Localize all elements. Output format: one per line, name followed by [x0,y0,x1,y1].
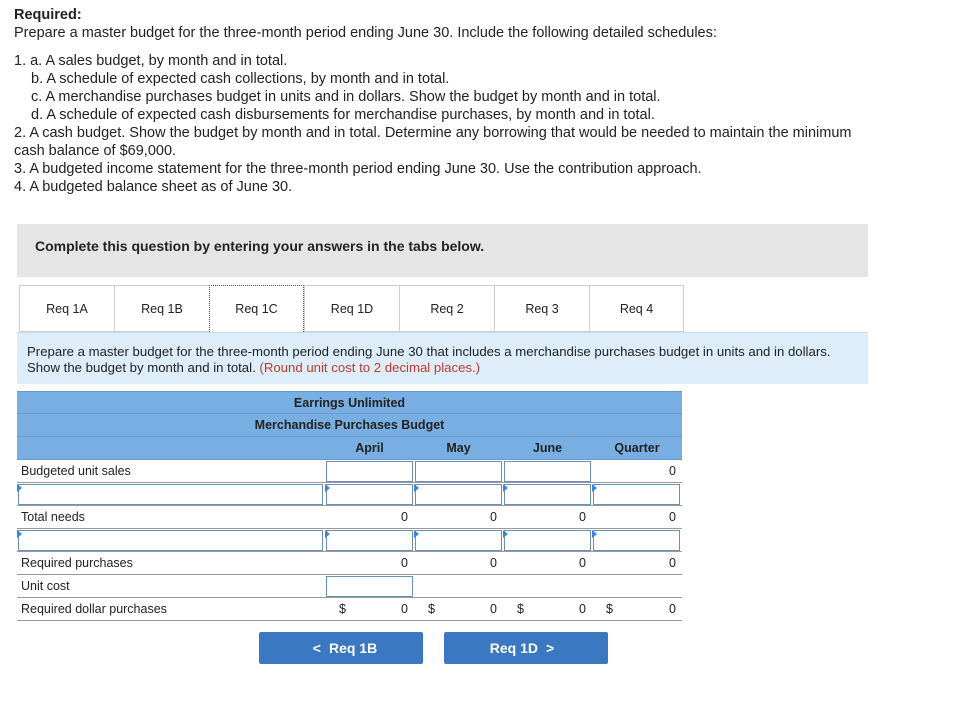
table-row [17,483,682,506]
quarter-value: 0 [669,556,676,570]
table-row [17,575,682,598]
required-item: cash balance of $69,000. [14,143,177,159]
dropdown-marker-icon [325,484,330,492]
table-row [17,506,682,529]
may-input[interactable] [415,530,502,551]
col-april: April [355,441,384,455]
required-item: 2. A cash budget. Show the budget by month and in total. Determine any borrowing that would be needed to maintain the minimum [14,125,852,141]
currency-symbol: $ [606,602,613,616]
dropdown-marker-icon [17,530,22,538]
instructions-banner [17,224,868,277]
tab-req-1b[interactable]: Req 1B [114,285,209,332]
chevron-right-icon: > [546,640,555,656]
tab-req-3[interactable]: Req 3 [494,285,589,332]
currency-symbol: $ [428,602,435,616]
june-input[interactable] [504,530,591,551]
dropdown-marker-icon [503,484,508,492]
april-value: 0 [401,510,408,524]
tab-bar [19,285,684,332]
instruction-text: Prepare a master budget for the three-month period ending June 30 that includes a merchandise purchases budget in units and in dollars. Show the budget by month and in total. [27,344,831,375]
table-header-row [17,437,682,460]
june-value: 0 [579,510,586,524]
required-item: 4. A budgeted balance sheet as of June 30. [14,179,293,195]
purchases-budget-table [17,391,682,621]
instruction-note: (Round unit cost to 2 decimal places.) [259,360,481,375]
june-unit-sales-input[interactable] [504,461,591,482]
next-button[interactable] [444,632,608,664]
table-company: Earrings Unlimited [17,391,682,414]
tab-req-1c[interactable]: Req 1C [209,285,304,332]
col-june: June [532,441,563,455]
april-unit-sales-input[interactable] [326,461,413,482]
dropdown-marker-icon [503,530,508,538]
col-may: May [446,441,471,455]
table-row [17,460,682,483]
prev-button[interactable] [259,632,423,664]
dropdown-marker-icon [17,484,22,492]
col-quarter: Quarter [614,441,660,455]
row-label-input[interactable] [18,484,323,505]
row-label: Required dollar purchases [21,602,167,616]
required-item: 3. A budgeted income statement for the three-month period ending June 30. Use the contribution approach. [14,161,702,177]
required-item: 1. a. A sales budget, by month and in total. [14,53,288,69]
tab-req-2[interactable]: Req 2 [399,285,494,332]
may-input[interactable] [415,484,502,505]
table-row [17,552,682,575]
june-value: 0 [579,602,586,616]
quarter-value: 0 [669,602,676,616]
june-input[interactable] [504,484,591,505]
chevron-left-icon: < [312,640,321,656]
next-button-label: Req 1D [489,640,539,656]
quarter-input[interactable] [593,530,680,551]
dropdown-marker-icon [592,530,597,538]
required-intro: Prepare a master budget for the three-month period ending June 30. Include the following detailed schedules: [14,25,717,41]
tab-req-1d[interactable]: Req 1D [304,285,399,332]
table-title: Merchandise Purchases Budget [17,414,682,437]
tab-instruction [17,332,868,384]
currency-symbol: $ [517,602,524,616]
quarter-input[interactable] [593,484,680,505]
may-value: 0 [490,602,497,616]
quarter-value: 0 [669,464,676,478]
row-label: Total needs [21,510,85,524]
row-label: Unit cost [21,579,70,593]
currency-symbol: $ [339,602,346,616]
complete-note: Complete this question by entering your answers in the tabs below. [35,238,485,254]
row-label-input[interactable] [18,530,323,551]
april-value: 0 [401,602,408,616]
unit-cost-input[interactable] [326,576,413,597]
april-value: 0 [401,556,408,570]
required-item: d. A schedule of expected cash disbursements for merchandise purchases, by month and in total. [31,107,655,123]
quarter-value: 0 [669,510,676,524]
dropdown-marker-icon [592,484,597,492]
june-value: 0 [579,556,586,570]
tab-req-1a[interactable]: Req 1A [19,285,114,332]
dropdown-marker-icon [414,530,419,538]
required-item: b. A schedule of expected cash collections, by month and in total. [31,71,450,87]
table-row [17,598,682,621]
may-value: 0 [490,510,497,524]
row-label: Budgeted unit sales [21,464,131,478]
may-value: 0 [490,556,497,570]
april-input[interactable] [326,530,413,551]
required-item: c. A merchandise purchases budget in units and in dollars. Show the budget by month and in total. [31,89,661,105]
april-input[interactable] [326,484,413,505]
tab-req-4[interactable]: Req 4 [589,285,684,332]
requirements [14,6,959,196]
row-label: Required purchases [21,556,133,570]
table-row [17,529,682,552]
dropdown-marker-icon [325,530,330,538]
may-unit-sales-input[interactable] [415,461,502,482]
required-heading: Required: [14,7,82,23]
dropdown-marker-icon [414,484,419,492]
prev-button-label: Req 1B [328,640,378,656]
